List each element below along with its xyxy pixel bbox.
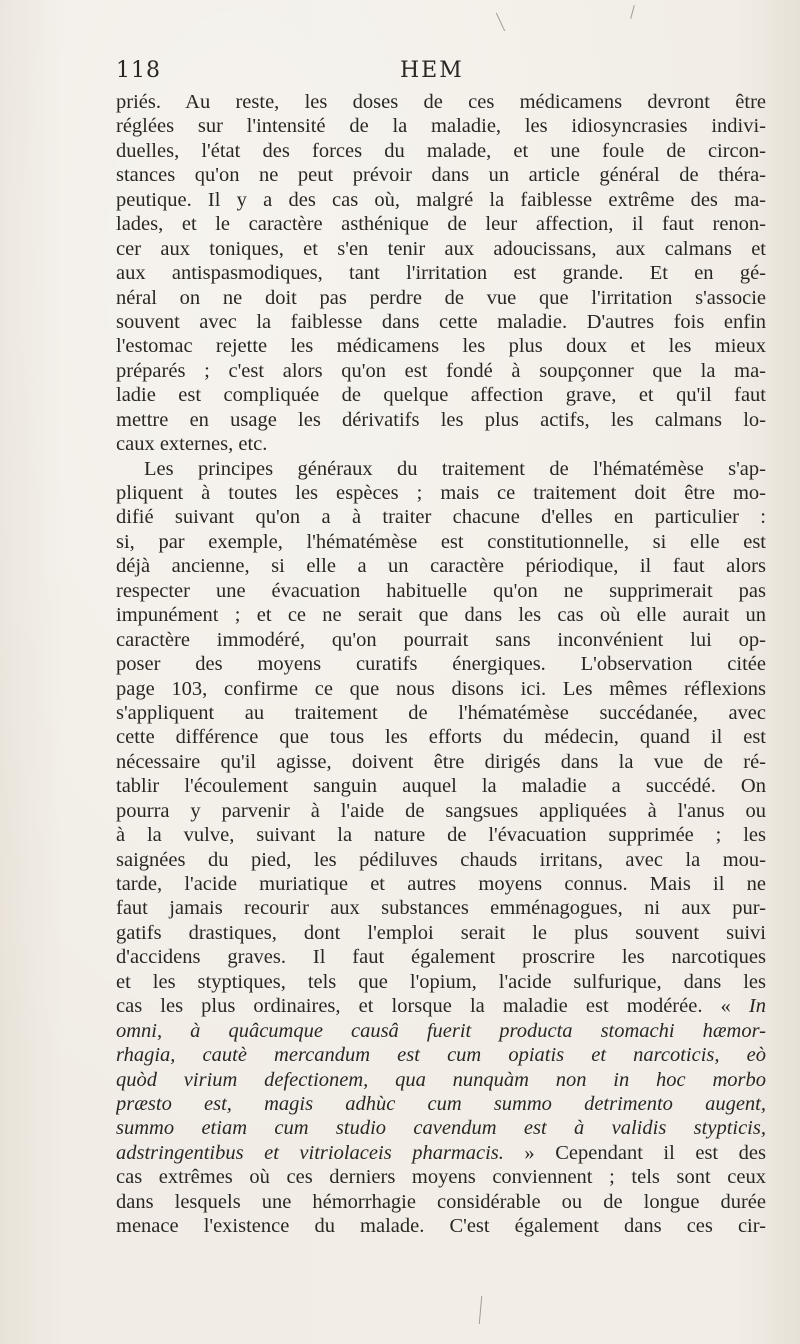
- text-line: [116, 1141, 766, 1165]
- text-line: cer aux toniques, et s'en tenir aux adoucissans, aux calmans et: [116, 237, 766, 260]
- text-line: déjà ancienne, si elle a un caractère périodique, il faut alors: [116, 555, 766, 578]
- text-line: dans lesquels une hémorrhagie considérable ou de longue durée: [116, 1190, 766, 1213]
- latin-quotation-text: rhagia, cautè mercandum est cum opiatis et narcoticis, eò: [116, 1044, 766, 1067]
- text-line: [116, 1019, 766, 1043]
- text-line: pliquent à toutes les espèces ; mais ce traitement doit être mo-: [116, 482, 766, 504]
- latin-quotation-text: summo etiam cum studio cavendum est à validis stypticis,: [116, 1117, 766, 1140]
- text-line: page 103, confirme ce que nous disons ici. Les mêmes réflexions: [116, 677, 766, 700]
- text-line: saignées du pied, les pédiluves chauds irritans, avec la mou-: [116, 848, 766, 871]
- latin-quotation-text: omni, à quâcumque causâ fuerit producta stomachi hæmor-: [116, 1019, 766, 1042]
- text-line: lades, et le caractère asthénique de leur affection, il faut renon-: [116, 213, 766, 236]
- text-line: duelles, l'état des forces du malade, et une foule de circon-: [116, 139, 766, 162]
- text-line: [116, 1068, 766, 1092]
- text-segment: cas les plus ordinaires, et lorsque la maladie est modérée. «: [116, 995, 749, 1018]
- text-line: l'estomac rejette les médicamens les plus doux et les mieux: [116, 335, 766, 358]
- text-line: faut jamais recourir aux substances emménagogues, ni aux pur-: [116, 897, 766, 920]
- page-header: [116, 58, 766, 88]
- text-line: cette différence que tous les efforts du médecin, quand il est: [116, 726, 766, 749]
- text-line: aux antispasmodiques, tant l'irritation est grande. Et en gé-: [116, 262, 766, 285]
- text-line: tablir l'écoulement sanguin auquel la maladie a succédé. On: [116, 775, 766, 798]
- running-head: HEM: [400, 58, 464, 83]
- text-line: ladie est compliquée de quelque affection grave, et qu'il faut: [116, 384, 766, 407]
- text-line: nécessaire qu'il agisse, doivent être dirigés dans la vue de ré-: [116, 750, 766, 773]
- text-line: difié suivant qu'on a à traiter chacune d'elles en particulier :: [116, 506, 766, 529]
- text-line: menace l'existence du malade. C'est également dans ces cir-: [116, 1215, 766, 1238]
- paper-scratch-mark: [496, 13, 505, 32]
- text-line: caractère immodéré, qu'on pourrait sans inconvénient lui op-: [116, 628, 766, 651]
- text-line: s'appliquent au traitement de l'hématémèse succédanée, avec: [116, 701, 766, 724]
- text-line: cas extrêmes où ces derniers moyens conviennent ; tels sont ceux: [116, 1166, 766, 1189]
- text-line: préparés ; c'est alors qu'on est fondé à soupçonner que la ma-: [116, 359, 766, 382]
- text-line: Les principes généraux du traitement de l'hématémèse s'ap-: [144, 457, 766, 480]
- latin-quotation-text: adstringentibus et vitriolaceis pharmacis.: [116, 1141, 504, 1164]
- text-line: stances qu'on ne peut prévoir dans un article général de théra-: [116, 164, 766, 187]
- text-segment: » Cependant il est des: [503, 1141, 766, 1164]
- text-line: tarde, l'acide muriatique et autres moyens connus. Mais il ne: [116, 873, 766, 895]
- text-line: [116, 1092, 766, 1116]
- text-line: à la vulve, suivant la nature de l'évacuation supprimée ; les: [116, 824, 766, 847]
- text-line: [116, 994, 766, 1018]
- text-line: d'accidens graves. Il faut également proscrire les narcotiques: [116, 946, 766, 969]
- latin-quotation-text: In: [748, 995, 766, 1018]
- text-line: poser des moyens curatifs énergiques. L'observation citée: [116, 653, 766, 676]
- text-line: gatifs drastiques, dont l'emploi serait le plus souvent suivi: [116, 921, 766, 944]
- text-line: réglées sur l'intensité de la maladie, les idiosyncrasies indivi-: [116, 115, 766, 138]
- text-line: néral on ne doit pas perdre de vue que l'irritation s'associe: [116, 286, 766, 309]
- latin-quotation-text: præsto est, magis adhùc cum summo detrimento augent,: [116, 1092, 766, 1115]
- paper-scratch-mark: [630, 5, 635, 19]
- text-line: priés. Au reste, les doses de ces médicamens devront être: [116, 91, 766, 113]
- text-line: pourra y parvenir à l'aide de sangsues appliquées à l'anus ou: [116, 799, 766, 822]
- text-line: impunément ; et ce ne serait que dans les cas où elle aurait un: [116, 604, 766, 627]
- text-line: [116, 1043, 766, 1067]
- text-line: et les styptiques, tels que l'opium, l'acide sulfurique, dans les: [116, 970, 766, 993]
- text-line: respecter une évacuation habituelle qu'on ne supprimerait pas: [116, 579, 766, 602]
- text-line: souvent avec la faiblesse dans cette maladie. D'autres fois enfin: [116, 310, 766, 333]
- latin-quotation-text: quòd virium defectionem, qua nunquàm non in hoc morbo: [116, 1068, 766, 1091]
- text-line: mettre en usage les dérivatifs les plus actifs, les calmans lo-: [116, 408, 766, 431]
- text-line: si, par exemple, l'hématémèse est constitutionnelle, si elle est: [116, 530, 766, 553]
- body-text: [116, 90, 766, 1239]
- paper-scratch-mark: [479, 1296, 482, 1324]
- text-line: peutique. Il y a des cas où, malgré la faiblesse extrême des ma-: [116, 188, 766, 211]
- text-line: caux externes, etc.: [116, 433, 268, 456]
- text-line: [116, 1116, 766, 1140]
- page-number: 118: [116, 58, 161, 83]
